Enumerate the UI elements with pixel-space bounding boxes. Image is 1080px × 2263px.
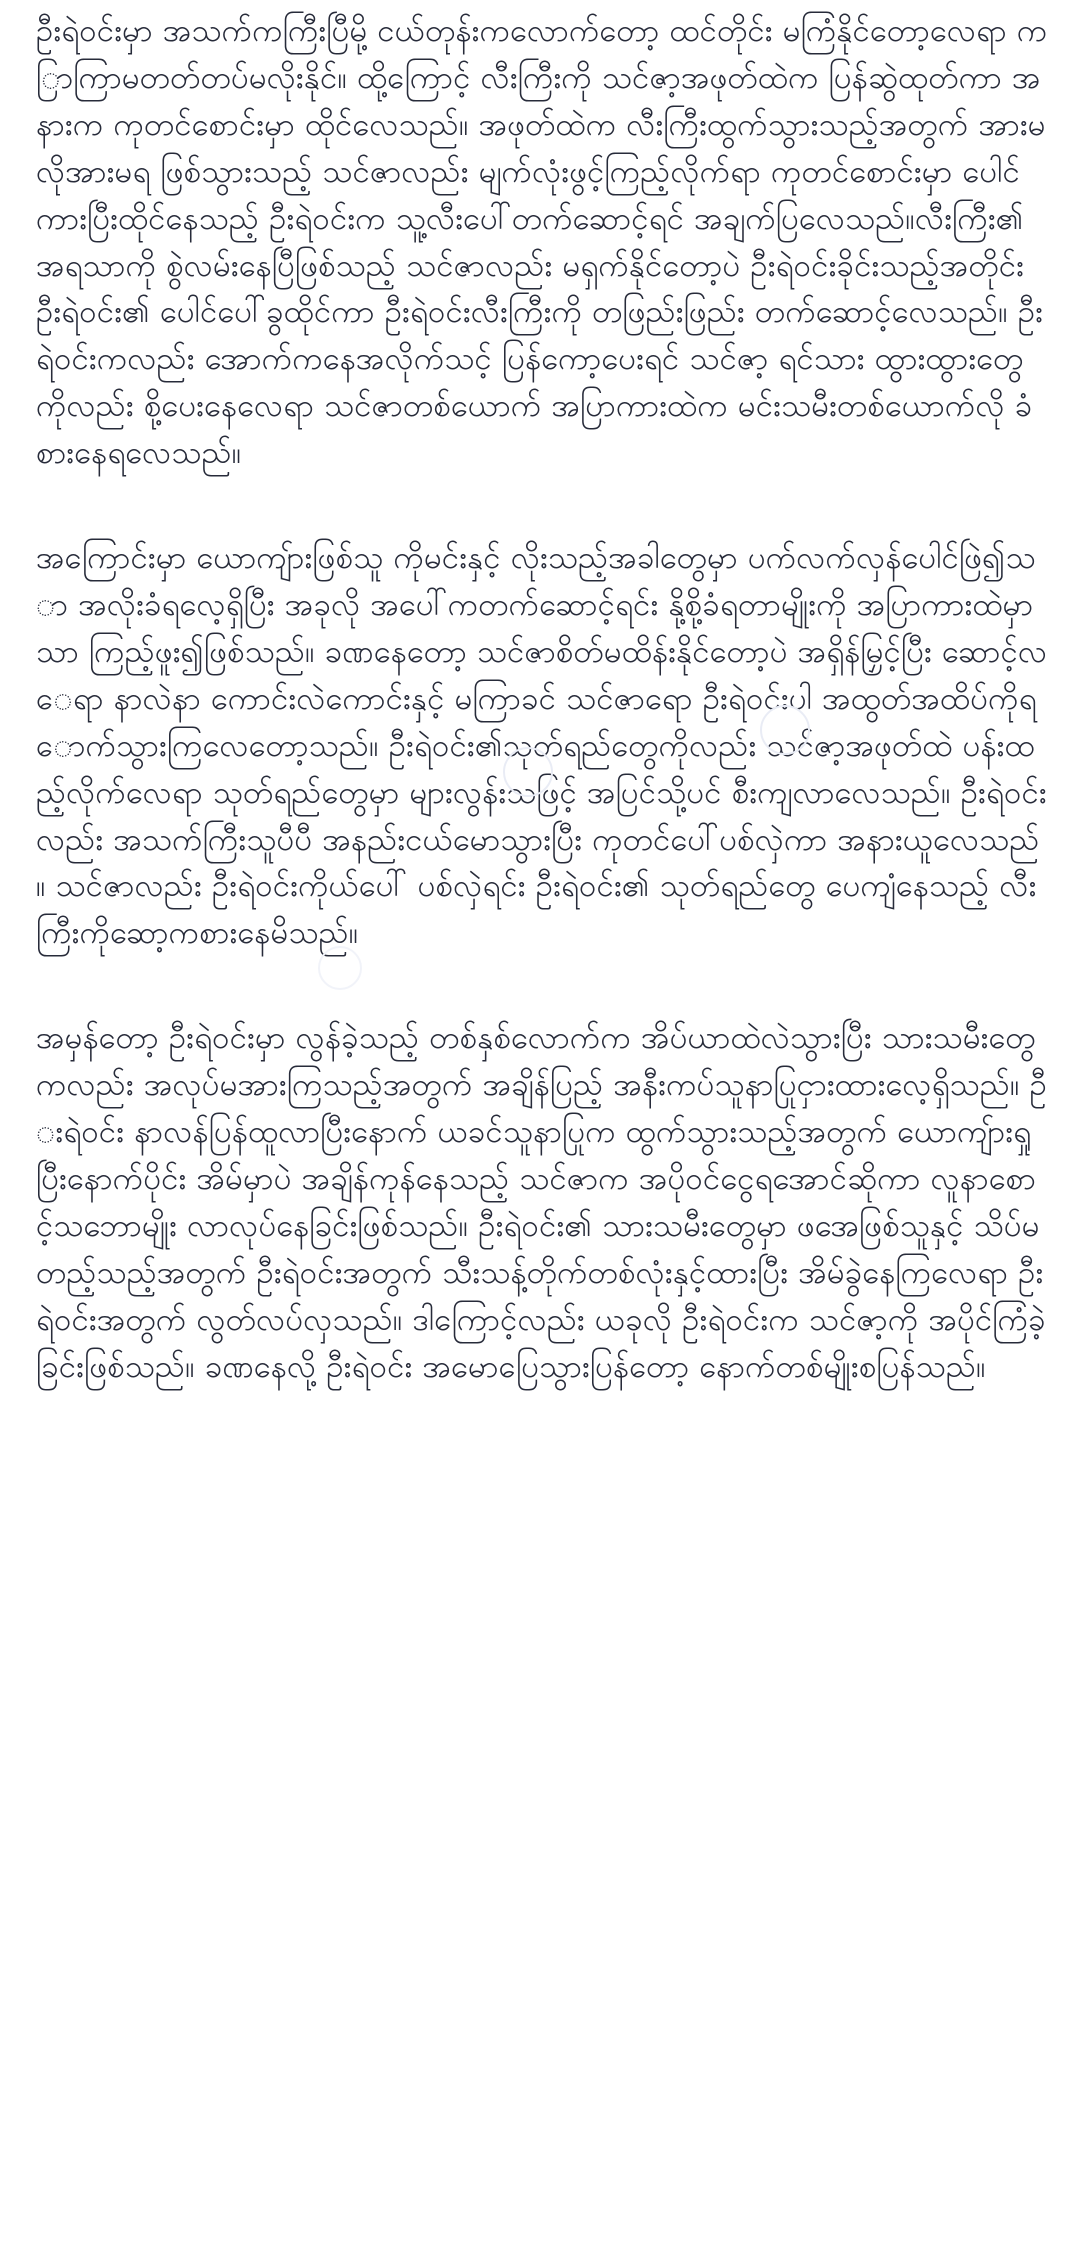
article-paragraph-2: အကြောင်းမှာ ယောကျ်ားဖြစ်သူ ကိုမင်းနှင့် လိုးသည့်အခါတွေမှာ ပက်လက်လှန်ပေါင်ဖြဲ၍သာ အလိုးခံရလေ့ရှိပြီး အခုလို အပေါ်ကတက်ဆောင့်ရင်း နို့စို့ခံရတာမျိုးကို အပြာကားထဲမှာသာ ကြည့်ဖူး၍ဖြစ်သည်။ ခဏနေတော့ သင်ဇာစိတ်မထိန်းနိုင်တော့ပဲ အရှိန်မြှင့်ပြီး ဆောင့်လေရာ နာလဲနာ ကောင်းလဲကောင်းနှင့် မကြာခင် သင်ဇာရော ဦးရဲဝင်းပါ အထွတ်အထိပ်ကိုရောက်သွားကြလေတော့သည်။ ဦးရဲဝင်း၏သုတ်ရည်တွေကိုလည်း သင်ဇာ့အဖုတ်ထဲ ပန်းထည့်လိုက်လေရာ သုတ်ရည်တွေမှာ များလွန်းသဖြင့် အပြင်သို့ပင် စီးကျလာလေသည်။ ဦးရဲဝင်းလည်း အသက်ကြီးသူပီပီ အနည်းငယ်မောသွားပြီး ကုတင်ပေါ်ပစ်လှဲကာ အနားယူလေသည်။ သင်ဇာလည်း ဦးရဲဝင်းကိုယ်ပေါ် ပစ်လှဲရင်း ဦးရဲဝင်း၏ သုတ်ရည်တွေ ပေကျံနေသည့် လီးကြီးကိုဆော့ကစားနေမိသည်။ [36, 540, 1048, 952]
article-paragraph-3: အမှန်တော့ ဦးရဲဝင်းမှာ လွန်ခဲ့သည့် တစ်နှစ်လောက်က အိပ်ယာထဲလဲသွားပြီး သားသမီးတွေကလည်း အလုပ်မအားကြသည့်အတွက် အချိန်ပြည့် အနီးကပ်သူနာပြုငှားထားလေ့ရှိသည်။ ဦးရဲဝင်း နာလန်ပြန်ထူလာပြီးနောက် ယခင်သူနာပြုက ထွက်သွားသည့်အတွက် ယောကျ်ားရှုပြီးနောက်ပိုင်း အိမ်မှာပဲ အချိန်ကုန်နေသည့် သင်ဇာက အပိုဝင်ငွေရအောင်ဆိုကာ လူနာစောင့်သဘောမျိုး လာလုပ်နေခြင်းဖြစ်သည်။ ဦးရဲဝင်း၏ သားသမီးတွေမှာ ဖအေဖြစ်သူနှင့် သိပ်မတည့်သည့်အတွက် ဦးရဲဝင်းအတွက် သီးသန့်တိုက်တစ်လုံးနှင့်ထားပြီး အိမ်ခွဲနေကြလေရာ ဦးရဲဝင်းအတွက် လွတ်လပ်လှသည်။ ဒါကြောင့်လည်း ယခုလို ဦးရဲဝင်းက သင်ဇာ့ကို အပိုင်ကြံခဲ့ခြင်းဖြစ်သည်။ ခဏနေလို့ ဦးရဲဝင်း အမောပြေသွားပြန်တော့ နောက်တစ်မျိုးစပြန်သည်။ [36, 1020, 1048, 1385]
touch-ripple-indicator [760, 705, 810, 755]
touch-ripple-indicator [503, 747, 553, 797]
touch-ripple-indicator [318, 946, 362, 990]
article-paragraph-1: ဦးရဲဝင်းမှာ အသက်ကကြီးပြီမို့ ငယ်တုန်းကလောက်တော့ ထင်တိုင်း မကြံနိုင်တော့လေရာ ကြာကြာမတတ်တပ်မလိုးနိုင်။ ထို့ကြောင့် လီးကြီးကို သင်ဇာ့အဖုတ်ထဲက ပြန်ဆွဲထုတ်ကာ အနားက ကုတင်စောင်းမှာ ထိုင်လေသည်။ အဖုတ်ထဲက လီးကြီးထွက်သွားသည့်အတွက် အားမလိုအားမရ ဖြစ်သွားသည့် သင်ဇာလည်း မျက်လုံးဖွင့်ကြည့်လိုက်ရာ ကုတင်စောင်းမှာ ပေါင်ကားပြီးထိုင်နေသည့် ဦးရဲဝင်းက သူ့လီးပေါ်တက်ဆောင့်ရင် အချက်ပြလေသည်။လီးကြီး၏ အရသာကို စွဲလမ်းနေပြီဖြစ်သည့် သင်ဇာလည်း မရှက်နိုင်တော့ပဲ ဦးရဲဝင်းခိုင်းသည့်အတိုင်း ဦးရဲဝင်း၏ ပေါင်ပေါ်ခွထိုင်ကာ ဦးရဲဝင်းလီးကြီးကို တဖြည်းဖြည်း တက်ဆောင့်လေသည်။ ဦးရဲဝင်းကလည်း အောက်ကနေအလိုက်သင့် ပြန်ကော့ပေးရင် သင်ဇာ့ ရင်သား ထွားထွားတွေကိုလည်း စို့ပေးနေလေရာ သင်ဇာတစ်ယောက် အပြာကားထဲက မင်းသမီးတစ်ယောက်လို ခံစားနေရလေသည်။ [36, 13, 1048, 472]
